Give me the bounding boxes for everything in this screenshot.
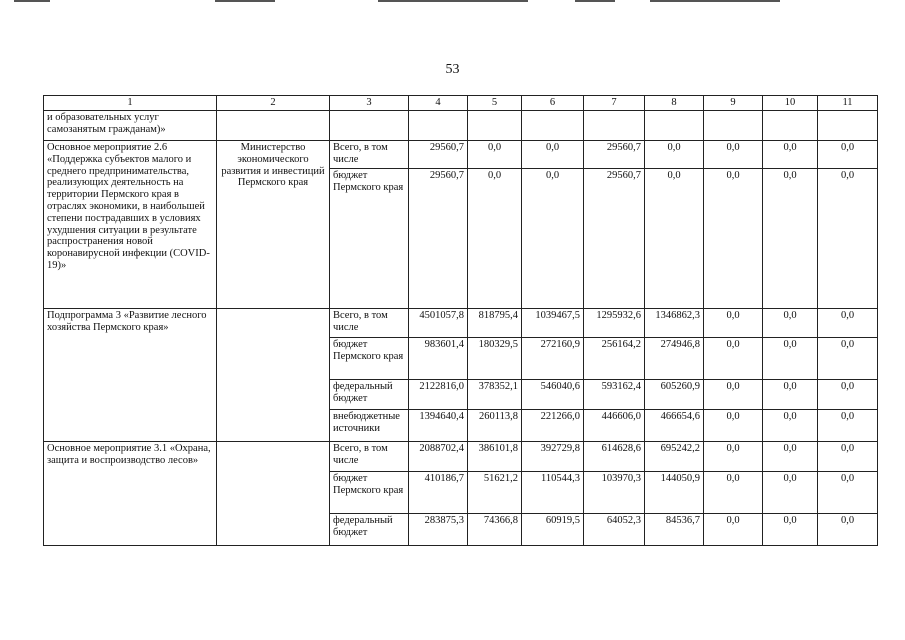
value-cell: 0,0 — [645, 169, 704, 309]
value-cell: 593162,4 — [584, 380, 645, 410]
value-cell: 1295932,6 — [584, 309, 645, 338]
table-row — [44, 309, 878, 338]
header-row — [44, 96, 878, 111]
column-header: 3 — [330, 96, 409, 111]
source-label: Всего, в том числе — [330, 442, 409, 472]
empty-cell — [763, 111, 818, 141]
source-label: бюджет Пермского края — [330, 472, 409, 514]
row-name: Подпрограмма 3 «Развитие лесного хозяйства Пермского края» — [44, 309, 217, 442]
empty-cell — [704, 111, 763, 141]
column-header: 4 — [409, 96, 468, 111]
value-cell: 272160,9 — [522, 338, 584, 380]
value-cell: 0,0 — [818, 338, 878, 380]
value-cell: 221266,0 — [522, 410, 584, 442]
value-cell: 60919,5 — [522, 514, 584, 546]
value-cell: 29560,7 — [584, 141, 645, 169]
column-header: 9 — [704, 96, 763, 111]
value-cell: 0,0 — [704, 380, 763, 410]
column-header: 1 — [44, 96, 217, 111]
value-cell: 0,0 — [763, 309, 818, 338]
value-cell: 0,0 — [818, 442, 878, 472]
value-cell: 0,0 — [763, 338, 818, 380]
value-cell: 4501057,8 — [409, 309, 468, 338]
value-cell: 0,0 — [704, 141, 763, 169]
value-cell: 1346862,3 — [645, 309, 704, 338]
row-name: и образовательных услуг самозанятым гражданам)» — [44, 111, 217, 141]
value-cell: 0,0 — [468, 141, 522, 169]
value-cell: 0,0 — [704, 472, 763, 514]
source-label: Всего, в том числе — [330, 309, 409, 338]
value-cell: 392729,8 — [522, 442, 584, 472]
value-cell: 410186,7 — [409, 472, 468, 514]
empty-cell — [217, 111, 330, 141]
column-header: 2 — [217, 96, 330, 111]
value-cell: 2122816,0 — [409, 380, 468, 410]
page-number: 53 — [445, 62, 460, 77]
value-cell: 0,0 — [818, 380, 878, 410]
value-cell: 274946,8 — [645, 338, 704, 380]
column-header: 5 — [468, 96, 522, 111]
value-cell: 0,0 — [763, 410, 818, 442]
source-label: бюджет Пермского края — [330, 169, 409, 309]
value-cell: 983601,4 — [409, 338, 468, 380]
column-header: 6 — [522, 96, 584, 111]
table-row — [44, 141, 878, 169]
empty-cell — [330, 111, 409, 141]
scan-top-edge — [0, 0, 905, 4]
source-label: федеральный бюджет — [330, 514, 409, 546]
value-cell: 0,0 — [468, 169, 522, 309]
value-cell: 29560,7 — [409, 141, 468, 169]
executor-cell: Министерство экономического развития и инвестиций Пермского края — [217, 141, 330, 309]
value-cell: 64052,3 — [584, 514, 645, 546]
column-header: 11 — [818, 96, 878, 111]
empty-cell — [217, 442, 330, 546]
row-name: Основное мероприятие 2.6 «Поддержка субъектов малого и среднего предпринимательства, реализующих деятельность на территории Пермского края в отраслях экономики, в наибольшей степени пострадавших в условиях ухудшения ситуации в результате распространения новой коронавирусной инфекции (COVID-19)» — [44, 141, 217, 309]
value-cell: 0,0 — [763, 169, 818, 309]
value-cell: 0,0 — [818, 309, 878, 338]
value-cell: 546040,6 — [522, 380, 584, 410]
value-cell: 695242,2 — [645, 442, 704, 472]
empty-cell — [645, 111, 704, 141]
source-label: внебюджетные источники — [330, 410, 409, 442]
value-cell: 378352,1 — [468, 380, 522, 410]
table-row — [44, 111, 878, 141]
value-cell: 2088702,4 — [409, 442, 468, 472]
value-cell: 29560,7 — [409, 169, 468, 309]
value-cell: 818795,4 — [468, 309, 522, 338]
value-cell: 0,0 — [818, 410, 878, 442]
column-header: 7 — [584, 96, 645, 111]
value-cell: 0,0 — [818, 169, 878, 309]
value-cell: 283875,3 — [409, 514, 468, 546]
value-cell: 103970,3 — [584, 472, 645, 514]
value-cell: 84536,7 — [645, 514, 704, 546]
source-label: федеральный бюджет — [330, 380, 409, 410]
value-cell: 0,0 — [763, 472, 818, 514]
budget-table — [43, 95, 878, 546]
source-label: бюджет Пермского края — [330, 338, 409, 380]
value-cell: 0,0 — [522, 141, 584, 169]
value-cell: 0,0 — [704, 410, 763, 442]
value-cell: 466654,6 — [645, 410, 704, 442]
value-cell: 386101,8 — [468, 442, 522, 472]
value-cell: 0,0 — [763, 514, 818, 546]
source-label: Всего, в том числе — [330, 141, 409, 169]
value-cell: 0,0 — [763, 141, 818, 169]
value-cell: 0,0 — [818, 472, 878, 514]
empty-cell — [584, 111, 645, 141]
value-cell: 0,0 — [763, 380, 818, 410]
value-cell: 74366,8 — [468, 514, 522, 546]
value-cell: 256164,2 — [584, 338, 645, 380]
value-cell: 144050,9 — [645, 472, 704, 514]
value-cell: 0,0 — [704, 442, 763, 472]
value-cell: 51621,2 — [468, 472, 522, 514]
empty-cell — [217, 309, 330, 442]
column-header: 8 — [645, 96, 704, 111]
value-cell: 0,0 — [818, 514, 878, 546]
value-cell: 0,0 — [704, 514, 763, 546]
empty-cell — [818, 111, 878, 141]
value-cell: 614628,6 — [584, 442, 645, 472]
table-row — [44, 442, 878, 472]
column-header: 10 — [763, 96, 818, 111]
value-cell: 110544,3 — [522, 472, 584, 514]
value-cell: 0,0 — [818, 141, 878, 169]
value-cell: 260113,8 — [468, 410, 522, 442]
value-cell: 180329,5 — [468, 338, 522, 380]
value-cell: 29560,7 — [584, 169, 645, 309]
row-name: Основное мероприятие 3.1 «Охрана, защита и воспроизводство лесов» — [44, 442, 217, 546]
value-cell: 0,0 — [704, 169, 763, 309]
value-cell: 0,0 — [704, 309, 763, 338]
value-cell: 0,0 — [522, 169, 584, 309]
value-cell: 1039467,5 — [522, 309, 584, 338]
empty-cell — [409, 111, 468, 141]
value-cell: 0,0 — [645, 141, 704, 169]
empty-cell — [468, 111, 522, 141]
value-cell: 605260,9 — [645, 380, 704, 410]
empty-cell — [522, 111, 584, 141]
value-cell: 0,0 — [704, 338, 763, 380]
value-cell: 0,0 — [763, 442, 818, 472]
value-cell: 1394640,4 — [409, 410, 468, 442]
value-cell: 446606,0 — [584, 410, 645, 442]
